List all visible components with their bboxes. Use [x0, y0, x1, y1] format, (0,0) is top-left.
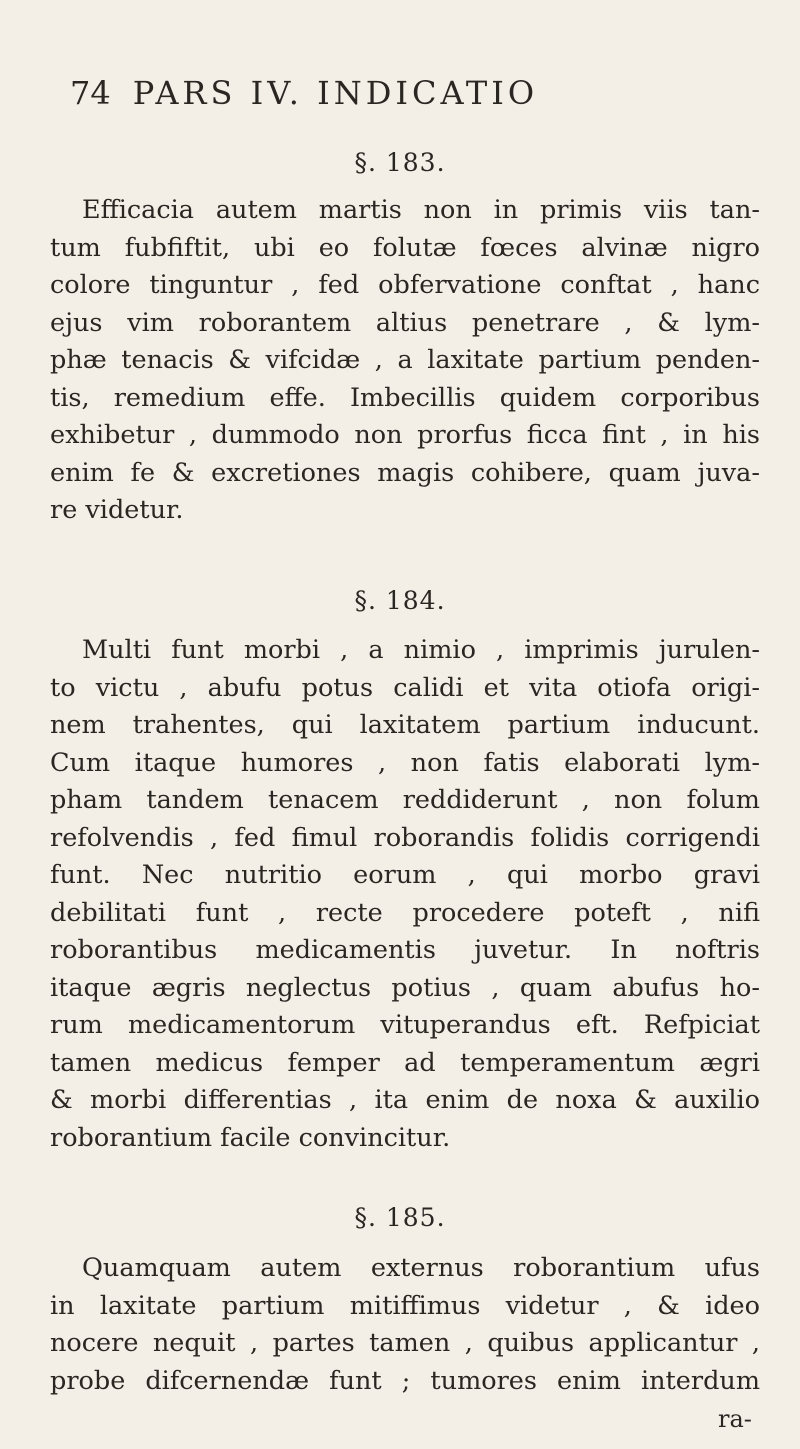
text-line: tis, remedium effe. Imbecillis quidem corporibus: [50, 382, 760, 413]
text-line: nem trahentes, qui laxitatem partium inducunt.: [50, 710, 760, 740]
text-line: phæ tenacis & vifcidæ , a laxitate partium penden-: [50, 345, 760, 375]
text-line: colore tinguntur , fed obfervatione conftat , hanc: [50, 270, 760, 300]
paragraph-185: [50, 1250, 760, 1400]
text-line: probe difcernendæ funt ; tumores enim interdum: [50, 1365, 760, 1396]
text-line: roborantibus medicamentis juvetur. In noftris: [50, 935, 760, 965]
text-line: roborantium facile convincitur.: [50, 1122, 451, 1153]
text-line: nocere nequit , partes tamen , quibus applicantur ,: [50, 1328, 760, 1358]
text-line: re videtur.: [50, 495, 184, 525]
text-line: ejus vim roborantem altius penetrare , & lym-: [50, 307, 760, 338]
paragraph-184: [50, 632, 760, 1157]
catchword: ra-: [718, 1405, 752, 1433]
section-mark-184: §. 184.: [354, 586, 446, 615]
text-line: Quamquam autem externus roborantium ufus: [82, 1253, 760, 1283]
text-line: enim fe & excretiones magis cohibere, quam juva-: [50, 457, 760, 488]
text-line: itaque ægris neglectus potius , quam abufus ho-: [50, 972, 760, 1003]
text-line: exhibetur , dummodo non prorfus ficca fint , in his: [50, 420, 760, 450]
text-line: tamen medicus femper ad temperamentum ægri: [50, 1047, 760, 1078]
text-line: & morbi differentias , ita enim de noxa & auxilio: [50, 1085, 760, 1115]
text-line: to victu , abufu potus calidi et vita otiofa origi-: [50, 672, 760, 703]
text-line: funt. Nec nutritio eorum , qui morbo gravi: [50, 860, 760, 890]
page-number: 74: [70, 74, 111, 112]
running-title: PARS IV. INDICATIO: [132, 74, 539, 112]
text-line: refolvendis , fed fimul roborandis folidis corrigendi: [50, 822, 760, 853]
text-line: rum medicamentorum vituperandus eft. Refpiciat: [50, 1010, 760, 1040]
text-line: Efficacia autem martis non in primis viis tan-: [82, 195, 760, 225]
text-line: Multi funt morbi , a nimio , imprimis jurulen-: [82, 635, 760, 665]
running-header: [70, 74, 538, 112]
text-line: Cum itaque humores , non fatis elaborati lym-: [50, 747, 760, 778]
text-line: in laxitate partium mitiffimus videtur , & ideo: [50, 1290, 760, 1321]
section-mark-185: §. 185.: [354, 1203, 446, 1232]
text-line: tum fubfiftit, ubi eo folutæ fœces alvinæ nigro: [50, 232, 760, 263]
paragraph-183: [50, 192, 760, 530]
text-line: debilitati funt , recte procedere poteft , nifi: [50, 897, 760, 928]
text-line: pham tandem tenacem reddiderunt , non folum: [50, 785, 760, 815]
section-mark-183: §. 183.: [354, 148, 446, 177]
